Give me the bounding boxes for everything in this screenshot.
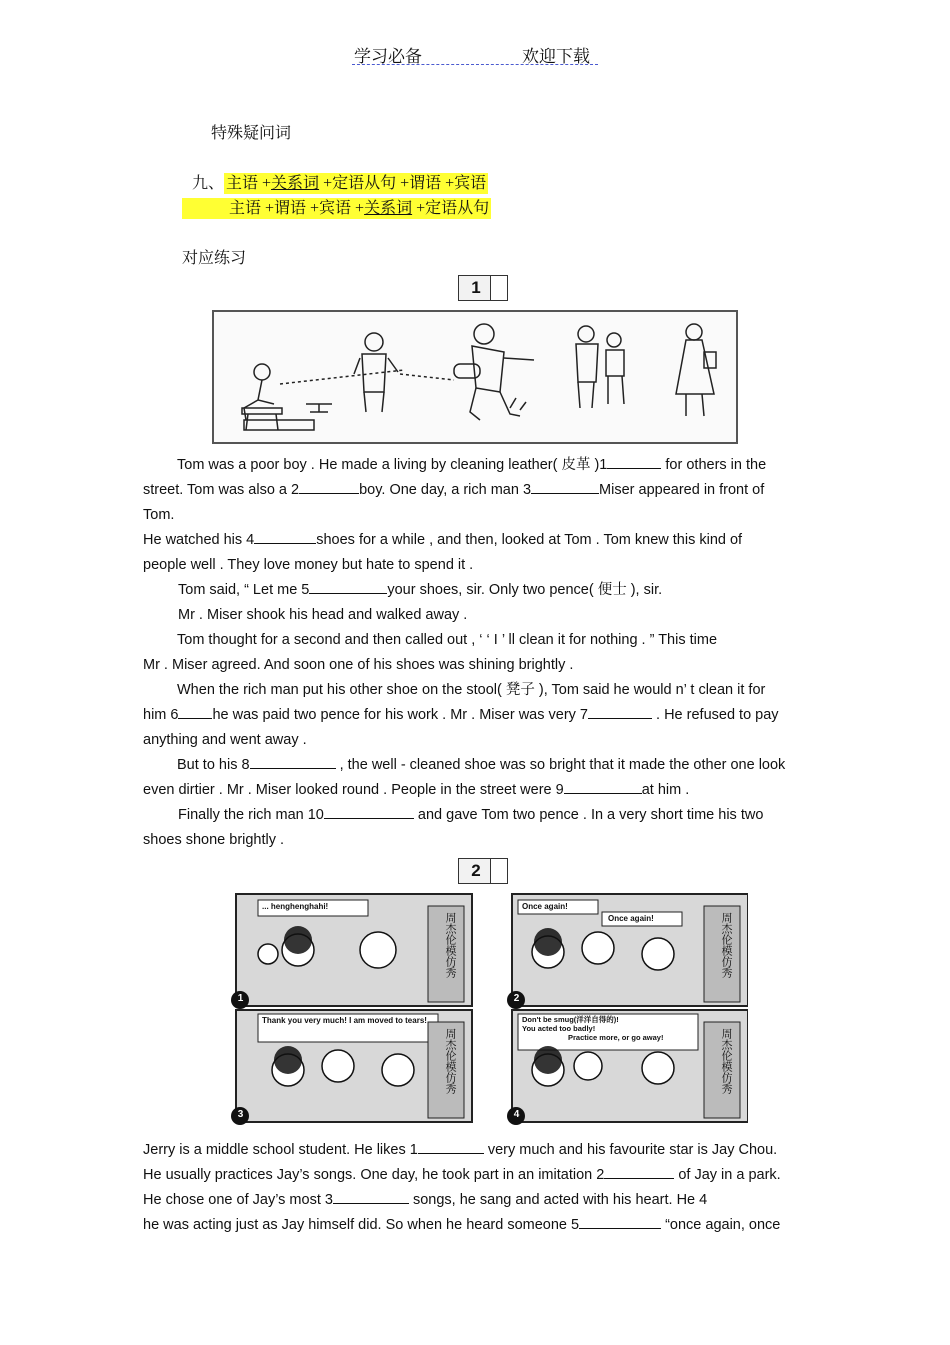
blank-6[interactable]	[178, 704, 212, 719]
comic-banner-3: 周杰伦模仿秀	[444, 1028, 456, 1094]
blank-3[interactable]	[531, 479, 599, 494]
panel-number-2: 2	[513, 993, 520, 1004]
rule2-part-b: +定语从句	[412, 200, 490, 217]
story1-line-14: even dirtier . Mr . Miser looked round . People in the street were 9 at him .	[143, 778, 808, 803]
story1-line-15: Finally the rich man 10 and gave Tom two pence . In a very short time his two	[143, 803, 808, 828]
comic-banner-4: 周杰伦模仿秀	[720, 1028, 732, 1094]
story1-line-2: street. Tom was also a 2 boy. One day, a rich man 3 Miser appeared in front of	[143, 478, 808, 503]
story1-line-9: Mr . Miser agreed. And soon one of his shoes was shining brightly .	[143, 657, 574, 673]
story1-line-11: him 6 he was paid two pence for his work . Mr . Miser was very 7 . He refused to pay	[143, 703, 808, 728]
rule-line-2	[182, 195, 491, 218]
jay-imitation-comic	[228, 890, 748, 1125]
story2-line-2: He usually practices Jay’s songs. One day, he took part in an imitation 2 of Jay in a park.	[143, 1163, 808, 1188]
comic-speech-2b: Once again!	[608, 914, 654, 923]
section-number-2: 2	[458, 858, 508, 884]
blank-4[interactable]	[254, 529, 316, 544]
section-number-1: 1	[458, 275, 508, 301]
story1-line-8: Tom thought for a second and then called out , ‘ ‘ I ’ ll clean it for nothing . ” This time	[177, 632, 718, 648]
story1-line-4: He watched his 4 shoes for a while , and then, looked at Tom . Tom knew this kind of	[143, 528, 808, 553]
comic-banner-2: 周杰伦模仿秀	[720, 912, 732, 978]
story1-line-12: anything and went away .	[143, 732, 307, 748]
header-left: 学习必备	[354, 47, 422, 66]
blank2-3[interactable]	[333, 1189, 409, 1204]
rule1-part-a: 主语 +	[226, 175, 272, 192]
shoe-shine-drawing	[214, 312, 736, 442]
comic-speech-4b: You acted too badly!	[522, 1024, 596, 1033]
blank-1[interactable]	[607, 454, 661, 469]
story2-line-4: he was acting just as Jay himself did. So when he heard someone 5 “once again, once	[143, 1213, 808, 1238]
panel-number-4: 4	[513, 1109, 520, 1120]
story1-line-13: But to his 8 , the well - cleaned shoe was so bright that it made the other one look	[143, 753, 808, 778]
blank2-2[interactable]	[604, 1164, 674, 1179]
comic-speech-1: ... henghenghahi!	[262, 902, 329, 911]
blank2-1[interactable]	[418, 1139, 484, 1154]
blank-9[interactable]	[564, 779, 642, 794]
story-illustration-1	[212, 310, 738, 444]
comic-strip	[228, 890, 748, 1125]
panel-number-3: 3	[237, 1109, 244, 1120]
story1-line-3: Tom.	[143, 507, 175, 523]
rule2-relative: 关系词	[364, 200, 413, 217]
practice-label: 对应练习	[182, 250, 247, 267]
panel-number-1: 1	[237, 993, 244, 1004]
rule-line-1	[192, 170, 488, 193]
rule2-part-a: 主语 +谓语 +宾语 +	[229, 200, 365, 217]
section-title: 特殊疑问词	[211, 125, 292, 142]
comic-speech-3: Thank you very much! I am moved to tears!	[262, 1016, 427, 1025]
blank-2[interactable]	[299, 479, 359, 494]
page-header	[352, 42, 598, 65]
comic-speech-2a: Once again!	[522, 902, 568, 911]
story1-line-7: Mr . Miser shook his head and walked away .	[178, 607, 468, 623]
story1-line-1: Tom was a poor boy . He made a living by cleaning leather( 皮革 )1 for others in the	[143, 453, 808, 478]
header-right: 欢迎下载	[522, 47, 590, 66]
comic-speech-4a: Don't be smug(洋洋自得的)!	[522, 1015, 619, 1024]
story2-line-1: Jerry is a middle school student. He likes 1 very much and his favourite star is Jay Chou.	[143, 1138, 808, 1163]
rule1-relative: 关系词	[271, 175, 320, 192]
blank-10[interactable]	[324, 804, 414, 819]
blank-5[interactable]	[309, 579, 387, 594]
story2-line-3: He chose one of Jay’s most 3 songs, he sang and acted with his heart. He 4	[143, 1188, 808, 1213]
blank-8[interactable]	[250, 754, 336, 769]
blank-7[interactable]	[588, 704, 652, 719]
story1-line-5: people well . They love money but hate to spend it .	[143, 557, 474, 573]
rule-number: 九、	[192, 175, 225, 192]
rule1-part-b: +定语从句 +谓语 +宾语	[319, 175, 487, 192]
blank2-5[interactable]	[579, 1214, 661, 1229]
comic-speech-4c: Practice more, or go away!	[568, 1033, 664, 1042]
story1-line-6: Tom said, “ Let me 5 your shoes, sir. Only two pence( 便士 ), sir.	[143, 578, 808, 603]
story1-line-16: shoes shone brightly .	[143, 832, 285, 848]
story1-line-10: When the rich man put his other shoe on the stool( 凳子 ), Tom said he would n’ t clean it for	[177, 682, 766, 698]
comic-banner-1: 周杰伦模仿秀	[444, 912, 456, 978]
